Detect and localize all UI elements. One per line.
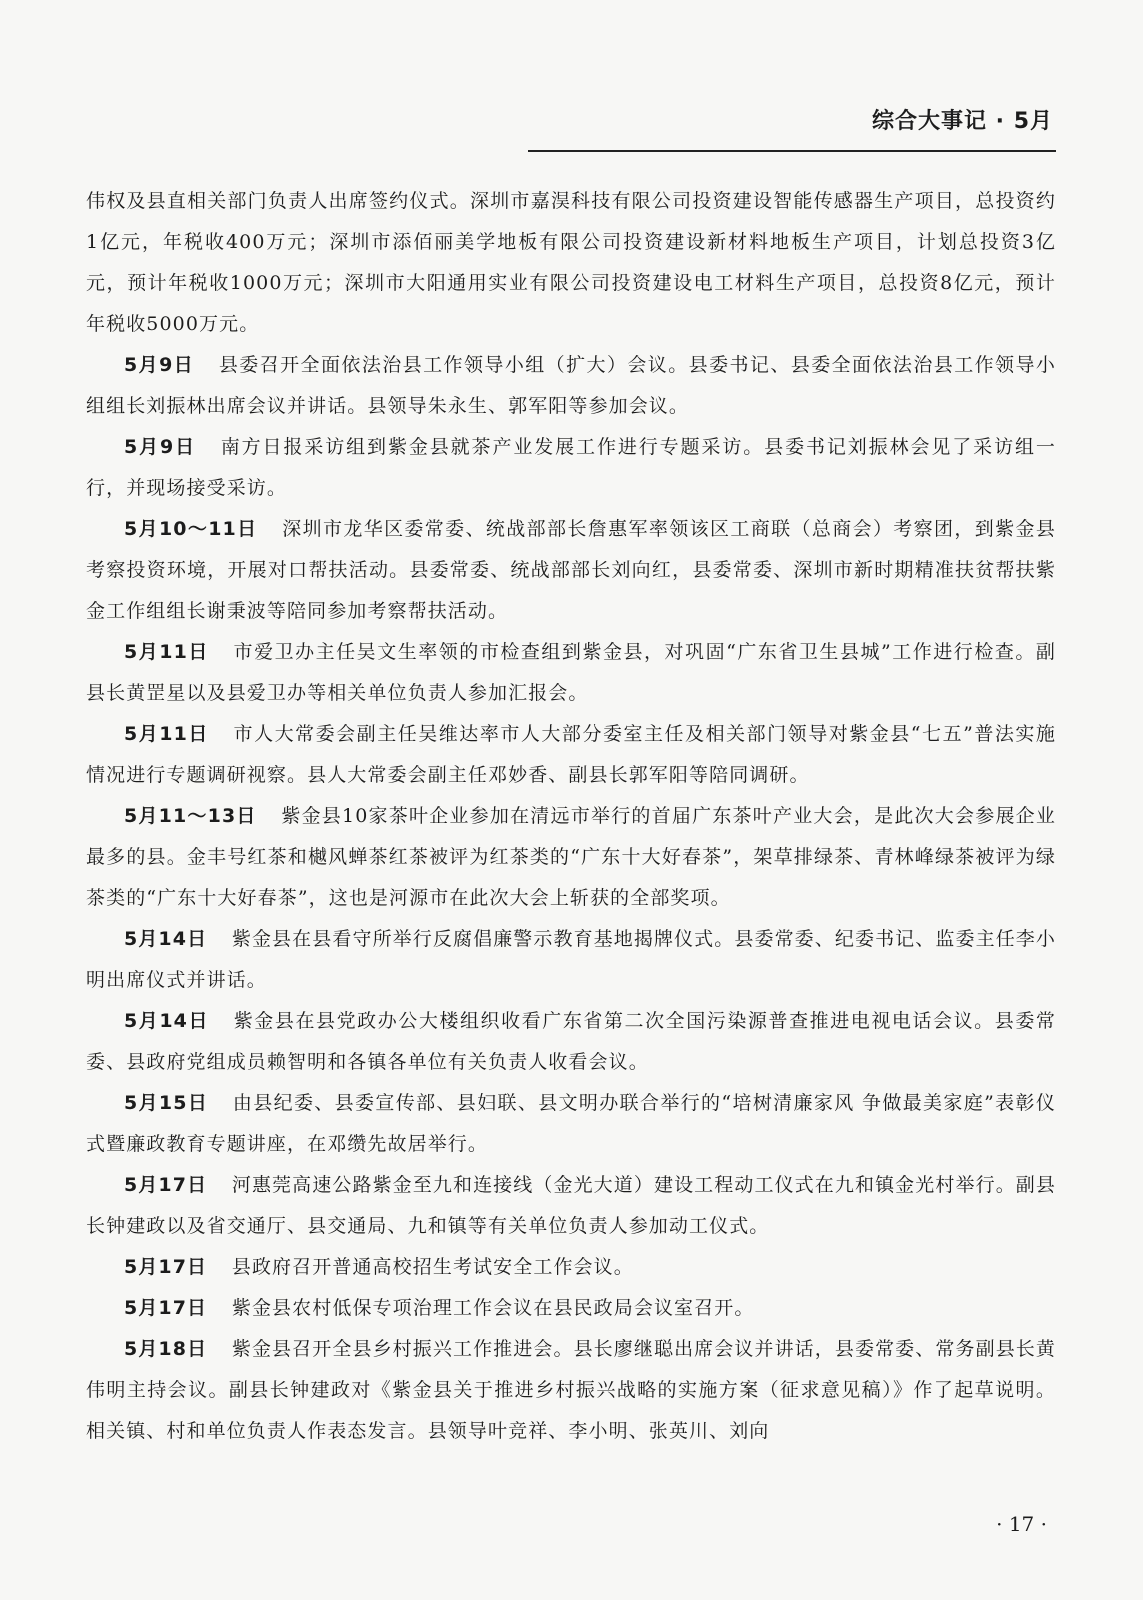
event-entry xyxy=(86,509,1056,632)
event-text: 紫金县10家茶叶企业参加在清远市举行的首届广东茶叶产业大会，是此次大会参展企业最多的县。金丰号红茶和樾风蝉茶红茶被评为红茶类的“广东十大好春茶”，架草排绿茶、青林峰绿茶被评为绿茶类的“广东十大好春茶”，这也是河源市在此次大会上斩获的全部奖项。 xyxy=(86,805,1056,909)
page-number: · 17 · xyxy=(996,1512,1047,1536)
event-text: 深圳市龙华区委常委、统战部部长詹惠军率领该区工商联（总商会）考察团，到紫金县考察投资环境，开展对口帮扶活动。县委常委、统战部部长刘向红，县委常委、深圳市新时期精准扶贫帮扶紫金工作组组长谢秉波等陪同参加考察帮扶活动。 xyxy=(86,518,1056,622)
event-text: 南方日报采访组到紫金县就茶产业发展工作进行专题采访。县委书记刘振林会见了采访组一行，并现场接受采访。 xyxy=(86,436,1056,499)
event-text: 县政府召开普通高校招生考试安全工作会议。 xyxy=(231,1256,634,1278)
event-text: 紫金县在县看守所举行反腐倡廉警示教育基地揭牌仪式。县委常委、纪委书记、监委主任李小明出席仪式并讲话。 xyxy=(86,928,1056,991)
event-entry xyxy=(86,427,1056,509)
event-date: 5月11日 xyxy=(124,641,209,663)
event-entry xyxy=(86,1001,1056,1083)
event-date: 5月10～11日 xyxy=(124,518,258,540)
event-entry xyxy=(86,796,1056,919)
event-text: 紫金县在县党政办公大楼组织收看广东省第二次全国污染源普查推进电视电话会议。县委常委、县政府党组成员赖智明和各镇各单位有关负责人收看会议。 xyxy=(86,1010,1056,1073)
entry-list xyxy=(86,345,1056,1452)
continuation-paragraph: 伟权及县直相关部门负责人出席签约仪式。深圳市嘉淏科技有限公司投资建设智能传感器生产项目，总投资约1亿元，年税收400万元；深圳市添佰丽美学地板有限公司投资建设新材料地板生产项目，计划总投资3亿元，预计年税收1000万元；深圳市大阳通用实业有限公司投资建设电工材料生产项目，总投资8亿元，预计年税收5000万元。 xyxy=(86,190,1056,335)
event-text: 紫金县召开全县乡村振兴工作推进会。县长廖继聪出席会议并讲话，县委常委、常务副县长黄伟明主持会议。副县长钟建政对《紫金县关于推进乡村振兴战略的实施方案（征求意见稿）》作了起草说明。相关镇、村和单位负责人作表态发言。县领导叶竞祥、李小明、张英川、刘向 xyxy=(86,1338,1056,1442)
event-date: 5月18日 xyxy=(124,1338,208,1360)
event-text: 市爱卫办主任吴文生率领的市检查组到紫金县，对巩固“广东省卫生县城”工作进行检查。副县长黄罡星以及县爱卫办等相关单位负责人参加汇报会。 xyxy=(86,641,1056,704)
event-entry xyxy=(86,919,1056,1001)
event-entry xyxy=(86,1083,1056,1165)
event-entry xyxy=(86,1329,1056,1452)
event-date: 5月11～13日 xyxy=(124,805,257,827)
event-date: 5月9日 xyxy=(124,354,195,376)
header-rule xyxy=(528,150,1056,152)
body-text xyxy=(86,181,1056,1452)
event-entry xyxy=(86,1165,1056,1247)
event-date: 5月14日 xyxy=(124,1010,210,1032)
event-entry xyxy=(86,714,1056,796)
event-date: 5月17日 xyxy=(124,1256,208,1278)
event-text: 由县纪委、县委宣传部、县妇联、县文明办联合举行的“培树清廉家风 争做最美家庭”表彰仪式暨廉政教育专题讲座，在邓缵先故居举行。 xyxy=(86,1092,1056,1155)
event-entry xyxy=(86,1247,1056,1288)
event-date: 5月14日 xyxy=(124,928,208,950)
event-text: 县委召开全面依法治县工作领导小组（扩大）会议。县委书记、县委全面依法治县工作领导小组组长刘振林出席会议并讲话。县领导朱永生、郭军阳等参加会议。 xyxy=(86,354,1056,417)
event-date: 5月17日 xyxy=(124,1174,208,1196)
running-header: 综合大事记 · 5月 xyxy=(872,109,1053,134)
event-text: 河惠莞高速公路紫金至九和连接线（金光大道）建设工程动工仪式在九和镇金光村举行。副县长钟建政以及省交通厅、县交通局、九和镇等有关单位负责人参加动工仪式。 xyxy=(86,1174,1056,1237)
event-entry xyxy=(86,345,1056,427)
event-date: 5月17日 xyxy=(124,1297,208,1319)
event-entry xyxy=(86,632,1056,714)
event-text: 市人大常委会副主任吴维达率市人大部分委室主任及相关部门领导对紫金县“七五”普法实施情况进行专题调研视察。县人大常委会副主任邓妙香、副县长郭军阳等陪同调研。 xyxy=(86,723,1056,786)
event-text: 紫金县农村低保专项治理工作会议在县民政局会议室召开。 xyxy=(231,1297,755,1319)
event-date: 5月15日 xyxy=(124,1092,209,1114)
event-date: 5月9日 xyxy=(124,436,197,458)
event-entry xyxy=(86,1288,1056,1329)
event-date: 5月11日 xyxy=(124,723,209,745)
